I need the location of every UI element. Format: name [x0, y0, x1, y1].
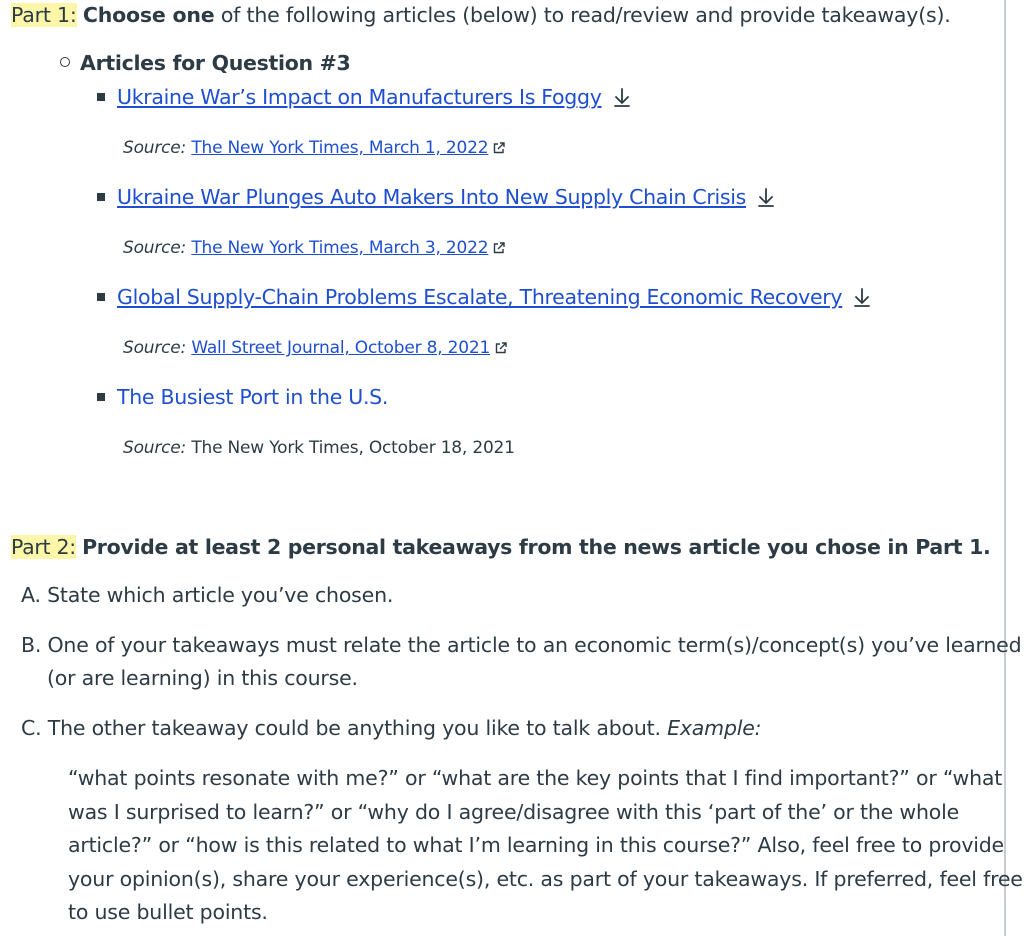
source-link[interactable]: The New York Times, March 3, 2022: [191, 238, 489, 258]
square-bullet-icon: [97, 293, 105, 301]
item-c-example-label: Example:: [667, 716, 762, 740]
item-c: [21, 712, 761, 746]
source-link[interactable]: The New York Times, March 1, 2022: [191, 138, 489, 158]
article-link[interactable]: Global Supply-Chain Problems Escalate, Threatening Economic Recovery: [117, 285, 843, 309]
item-b-line1: B. One of your takeaways must relate the article to an economic term(s)/concept(s) you’ve learned: [21, 633, 1022, 657]
article-item: [117, 284, 872, 310]
square-bullet-icon: [97, 193, 105, 201]
example-line: was I surprised to learn?” or “why do I agree/disagree with this ‘part of the’ or the whole: [68, 800, 959, 824]
item-a: A. State which article you’ve chosen.: [21, 583, 394, 607]
part1-bold: Choose one: [82, 3, 215, 27]
download-arrow-icon[interactable]: [852, 286, 872, 308]
download-arrow-icon[interactable]: [756, 186, 776, 208]
part1-rest: of the following articles (below) to read/review and provide takeaway(s).: [214, 3, 951, 27]
content-right-border: [1004, 0, 1006, 936]
item-b-line2: (or are learning) in this course.: [47, 666, 358, 690]
part2-bold: Provide at least 2 personal takeaways from the news article you chose in Part 1.: [82, 535, 991, 559]
external-link-icon: [492, 141, 506, 155]
example-line: article?” or “how is this related to what I’m learning in this course?” Also, feel free to provide: [68, 833, 1004, 857]
external-link-icon: [494, 341, 508, 355]
articles-heading: [60, 50, 350, 76]
source-label: Source:: [123, 138, 187, 158]
article-item: [117, 84, 632, 110]
download-arrow-icon[interactable]: [612, 86, 632, 108]
example-line: your opinion(s), share your experience(s), etc. as part of your takeaways. If preferred, feel free: [68, 867, 1023, 891]
circle-bullet-icon: [60, 57, 70, 67]
article-source: [123, 237, 506, 259]
source-label: Source:: [123, 238, 187, 258]
article-source: [123, 337, 508, 359]
item-c-text: C. The other takeaway could be anything you like to talk about.: [21, 716, 668, 740]
part1-label: Part 1:: [11, 3, 77, 27]
article-link[interactable]: Ukraine War’s Impact on Manufacturers Is Foggy: [117, 85, 602, 109]
article-source: [123, 437, 515, 459]
square-bullet-icon: [97, 93, 105, 101]
external-link-icon: [492, 241, 506, 255]
source-text: The New York Times, October 18, 2021: [191, 438, 515, 458]
part2-label: Part 2:: [11, 535, 76, 559]
article-item: [117, 184, 776, 210]
articles-heading-text: Articles for Question #3: [80, 51, 351, 75]
article-source: [123, 137, 506, 159]
part2-instruction: [11, 534, 991, 560]
source-link[interactable]: Wall Street Journal, October 8, 2021: [191, 338, 491, 358]
example-line: to use bullet points.: [68, 900, 268, 924]
source-label: Source:: [123, 338, 187, 358]
example-line: “what points resonate with me?” or “what are the key points that I find important?” or “what: [68, 766, 1003, 790]
article-link[interactable]: Ukraine War Plunges Auto Makers Into New Supply Chain Crisis: [117, 185, 747, 209]
article-item: [117, 384, 388, 410]
part1-instruction: [11, 2, 951, 28]
square-bullet-icon: [97, 393, 105, 401]
article-title: The Busiest Port in the U.S.: [117, 385, 389, 409]
source-label: Source:: [123, 438, 187, 458]
